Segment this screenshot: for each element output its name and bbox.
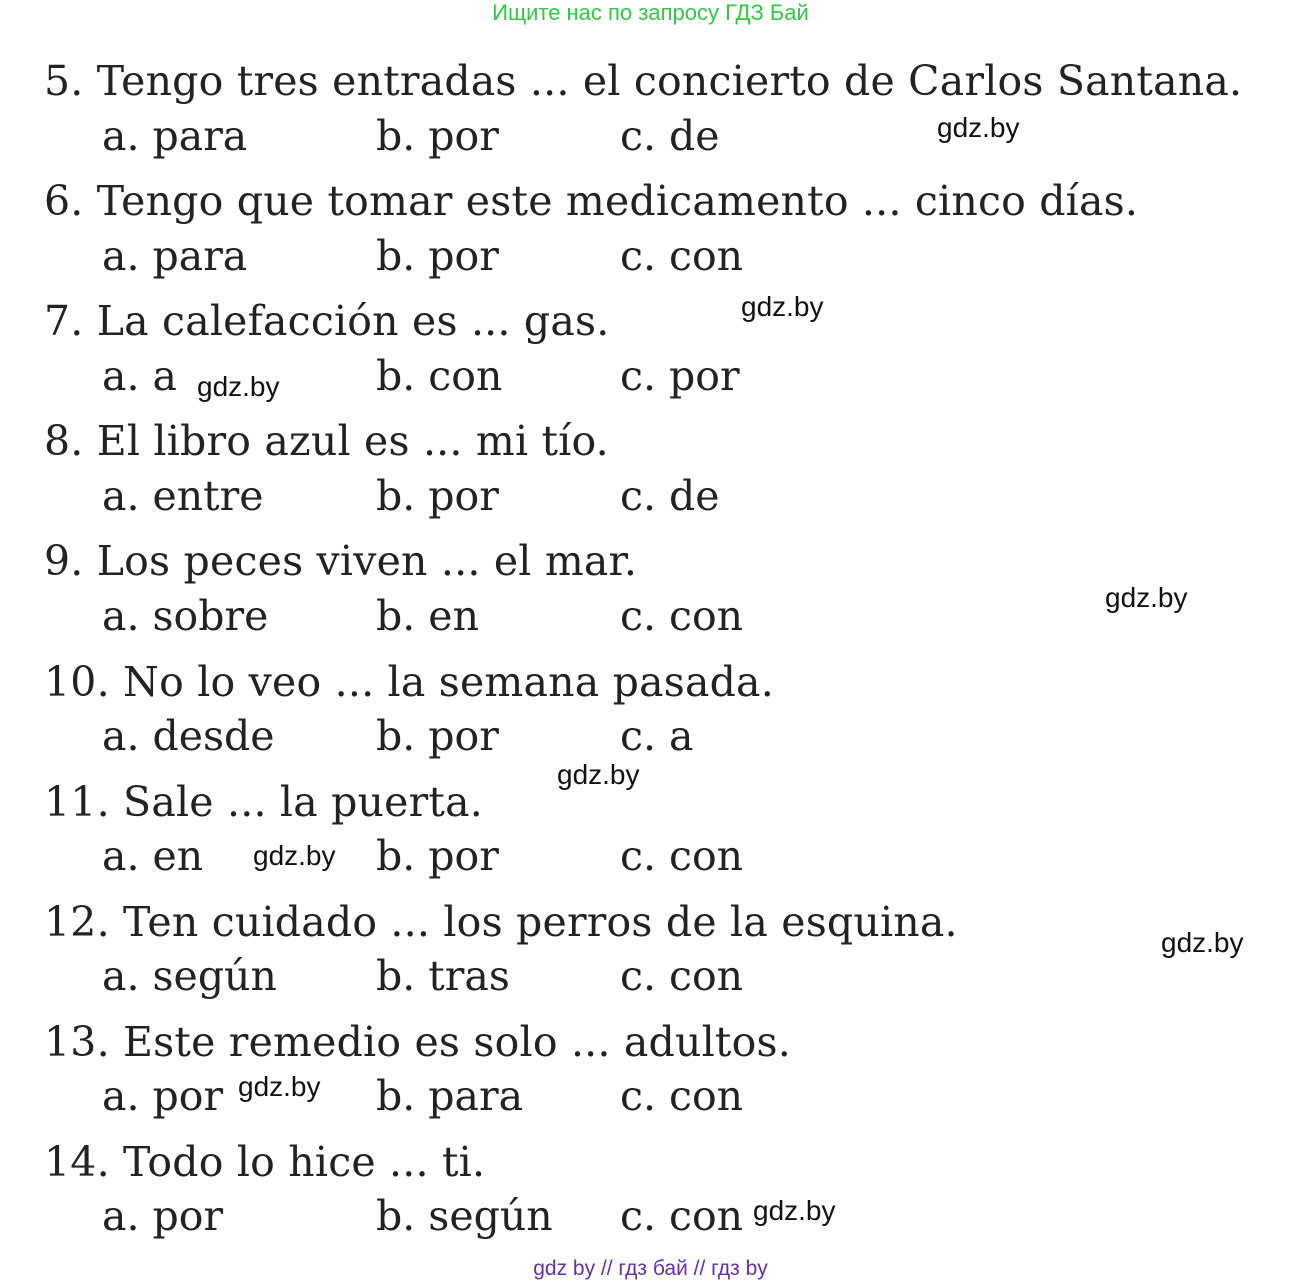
- question-10-prompt: 10. No lo veo ... la semana pasada.: [44, 658, 774, 706]
- question-11-option-c: c. con: [620, 832, 744, 880]
- question-8-prompt: 8. El libro azul es ... mi tío.: [44, 417, 609, 465]
- question-9-option-a: a. sobre: [102, 592, 269, 640]
- promo-header: Ищите нас по запросу ГДЗ Бай: [492, 0, 809, 25]
- question-13-option-a: a. por: [102, 1072, 224, 1120]
- question-13-prompt: 13. Este remedio es solo ... adultos.: [44, 1018, 791, 1066]
- question-7-option-c: c. por: [620, 352, 740, 400]
- question-6-option-b: b. por: [376, 232, 499, 280]
- question-7-option-a: a. a: [102, 352, 177, 400]
- question-13-option-c: c. con: [620, 1072, 744, 1120]
- question-11-option-a: a. en: [102, 832, 204, 880]
- watermark: gdz.by: [197, 371, 280, 402]
- question-5-prompt: 5. Tengo tres entradas ... el concierto de Carlos Santana.: [44, 57, 1243, 105]
- question-5-option-b: b. por: [376, 112, 499, 160]
- question-9-option-c: c. con: [620, 592, 744, 640]
- question-8-option-a: a. entre: [102, 472, 264, 520]
- question-7-option-b: b. con: [376, 352, 503, 400]
- question-14-prompt: 14. Todo lo hice ... ti.: [44, 1138, 486, 1186]
- question-6-prompt: 6. Tengo que tomar este medicamento ... cinco días.: [44, 177, 1139, 225]
- question-12-prompt: 12. Ten cuidado ... los perros de la esquina.: [44, 898, 958, 946]
- question-11-prompt: 11. Sale ... la puerta.: [44, 778, 483, 826]
- question-7-prompt: 7. La calefacción es ... gas.: [44, 297, 610, 345]
- question-6-option-c: c. con: [620, 232, 744, 280]
- question-10-option-c: c. a: [620, 712, 694, 760]
- watermark: gdz.by: [1161, 927, 1244, 958]
- watermark: gdz.by: [1105, 582, 1188, 613]
- question-11-option-b: b. por: [376, 832, 499, 880]
- question-10-option-b: b. por: [376, 712, 499, 760]
- question-12-option-a: a. según: [102, 952, 277, 1000]
- watermark: gdz.by: [937, 112, 1020, 143]
- footer-links: gdz by // гдз бай // гдз by: [533, 1257, 768, 1280]
- watermark: gdz.by: [753, 1195, 836, 1226]
- question-8-option-c: c. de: [620, 472, 720, 520]
- watermark: gdz.by: [253, 840, 336, 871]
- question-12-option-b: b. tras: [376, 952, 510, 1000]
- question-14-option-a: a. por: [102, 1192, 224, 1240]
- question-5-option-c: c. de: [620, 112, 720, 160]
- question-10-option-a: a. desde: [102, 712, 275, 760]
- question-5-option-a: a. para: [102, 112, 248, 160]
- watermark: gdz.by: [741, 291, 824, 322]
- watermark: gdz.by: [557, 759, 640, 790]
- question-13-option-b: b. para: [376, 1072, 524, 1120]
- question-6-option-a: a. para: [102, 232, 248, 280]
- question-14-option-c: c. con: [620, 1192, 744, 1240]
- question-14-option-b: b. según: [376, 1192, 553, 1240]
- question-9-option-b: b. en: [376, 592, 479, 640]
- question-8-option-b: b. por: [376, 472, 499, 520]
- watermark: gdz.by: [238, 1071, 321, 1102]
- question-9-prompt: 9. Los peces viven ... el mar.: [44, 537, 638, 585]
- question-12-option-c: c. con: [620, 952, 744, 1000]
